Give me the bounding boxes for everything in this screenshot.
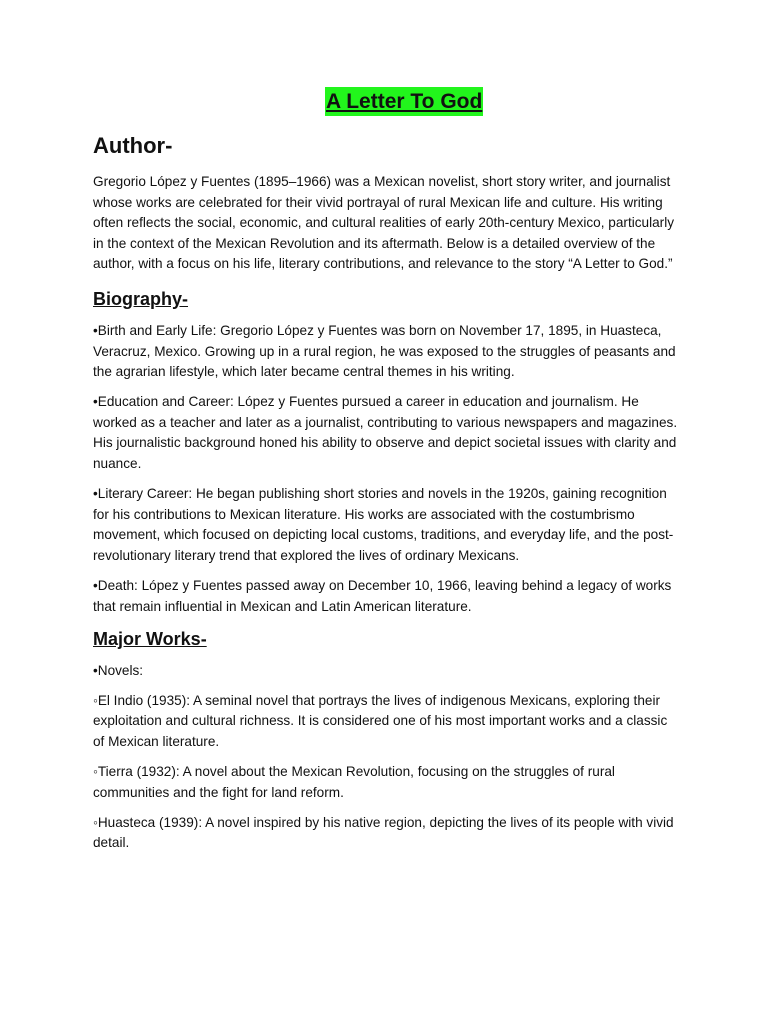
biography-heading: Biography-	[93, 288, 189, 309]
major-works-item-el-indio: ◦El Indio (1935): A seminal novel that portrays the lives of indigenous Mexicans, exploring their exploitation and cultural richness. It is considered one of his most important works and a classic of Mexican literature.	[93, 692, 668, 749]
major-works-heading: Major Works-	[93, 628, 207, 649]
author-intro-paragraph: Gregorio López y Fuentes (1895–1966) was a Mexican novelist, short story writer, and journalist whose works are celebrated for their vivid portrayal of rural Mexican life and culture. His writing often reflects the social, economic, and cultural realities of early 20th-century Mexico, particularly in the context of the Mexican Revolution and its aftermath. Below is a detailed overview of the author, with a focus on his life, literary contributions, and relevance to the story “A Letter to God.”	[93, 174, 675, 272]
major-works-item-novels: •Novels:	[93, 662, 144, 678]
biography-item-literary-career: •Literary Career: He began publishing short stories and novels in the 1920s, gaining recognition for his contributions to Mexican literature. His works are associated with the costumbrismo movement, which focused on depicting local customs, traditions, and everyday life, and the post-revolutionary literary trend that explored the lives of ordinary Mexicans.	[93, 486, 674, 563]
document-body	[93, 132, 678, 863]
biography-item-education: •Education and Career: López y Fuentes pursued a career in education and journalism. He worked as a teacher and later as a journalist, contributing to various newspapers and magazines. His journalistic background honed his ability to observe and depict societal issues with clarity and nuance.	[93, 394, 678, 472]
biography-item-birth: •Birth and Early Life: Gregorio López y Fuentes was born on November 17, 1895, in Huasteca, Veracruz, Mexico. Growing up in a rural region, he was exposed to the struggles of peasants and the agrarian lifestyle, which later became central themes in his writing.	[93, 322, 676, 380]
major-works-item-tierra: ◦Tierra (1932): A novel about the Mexican Revolution, focusing on the struggles of rural communities and the fight for land reform.	[93, 764, 615, 800]
biography-item-death: •Death: López y Fuentes passed away on December 10, 1966, leaving behind a legacy of works that remain influential in Mexican and Latin American literature.	[93, 578, 672, 614]
document-title: A Letter To God	[325, 87, 483, 116]
major-works-item-huasteca: ◦Huasteca (1939): A novel inspired by his native region, depicting the lives of its people with vivid detail.	[93, 814, 674, 851]
author-heading: Author-	[93, 133, 173, 158]
